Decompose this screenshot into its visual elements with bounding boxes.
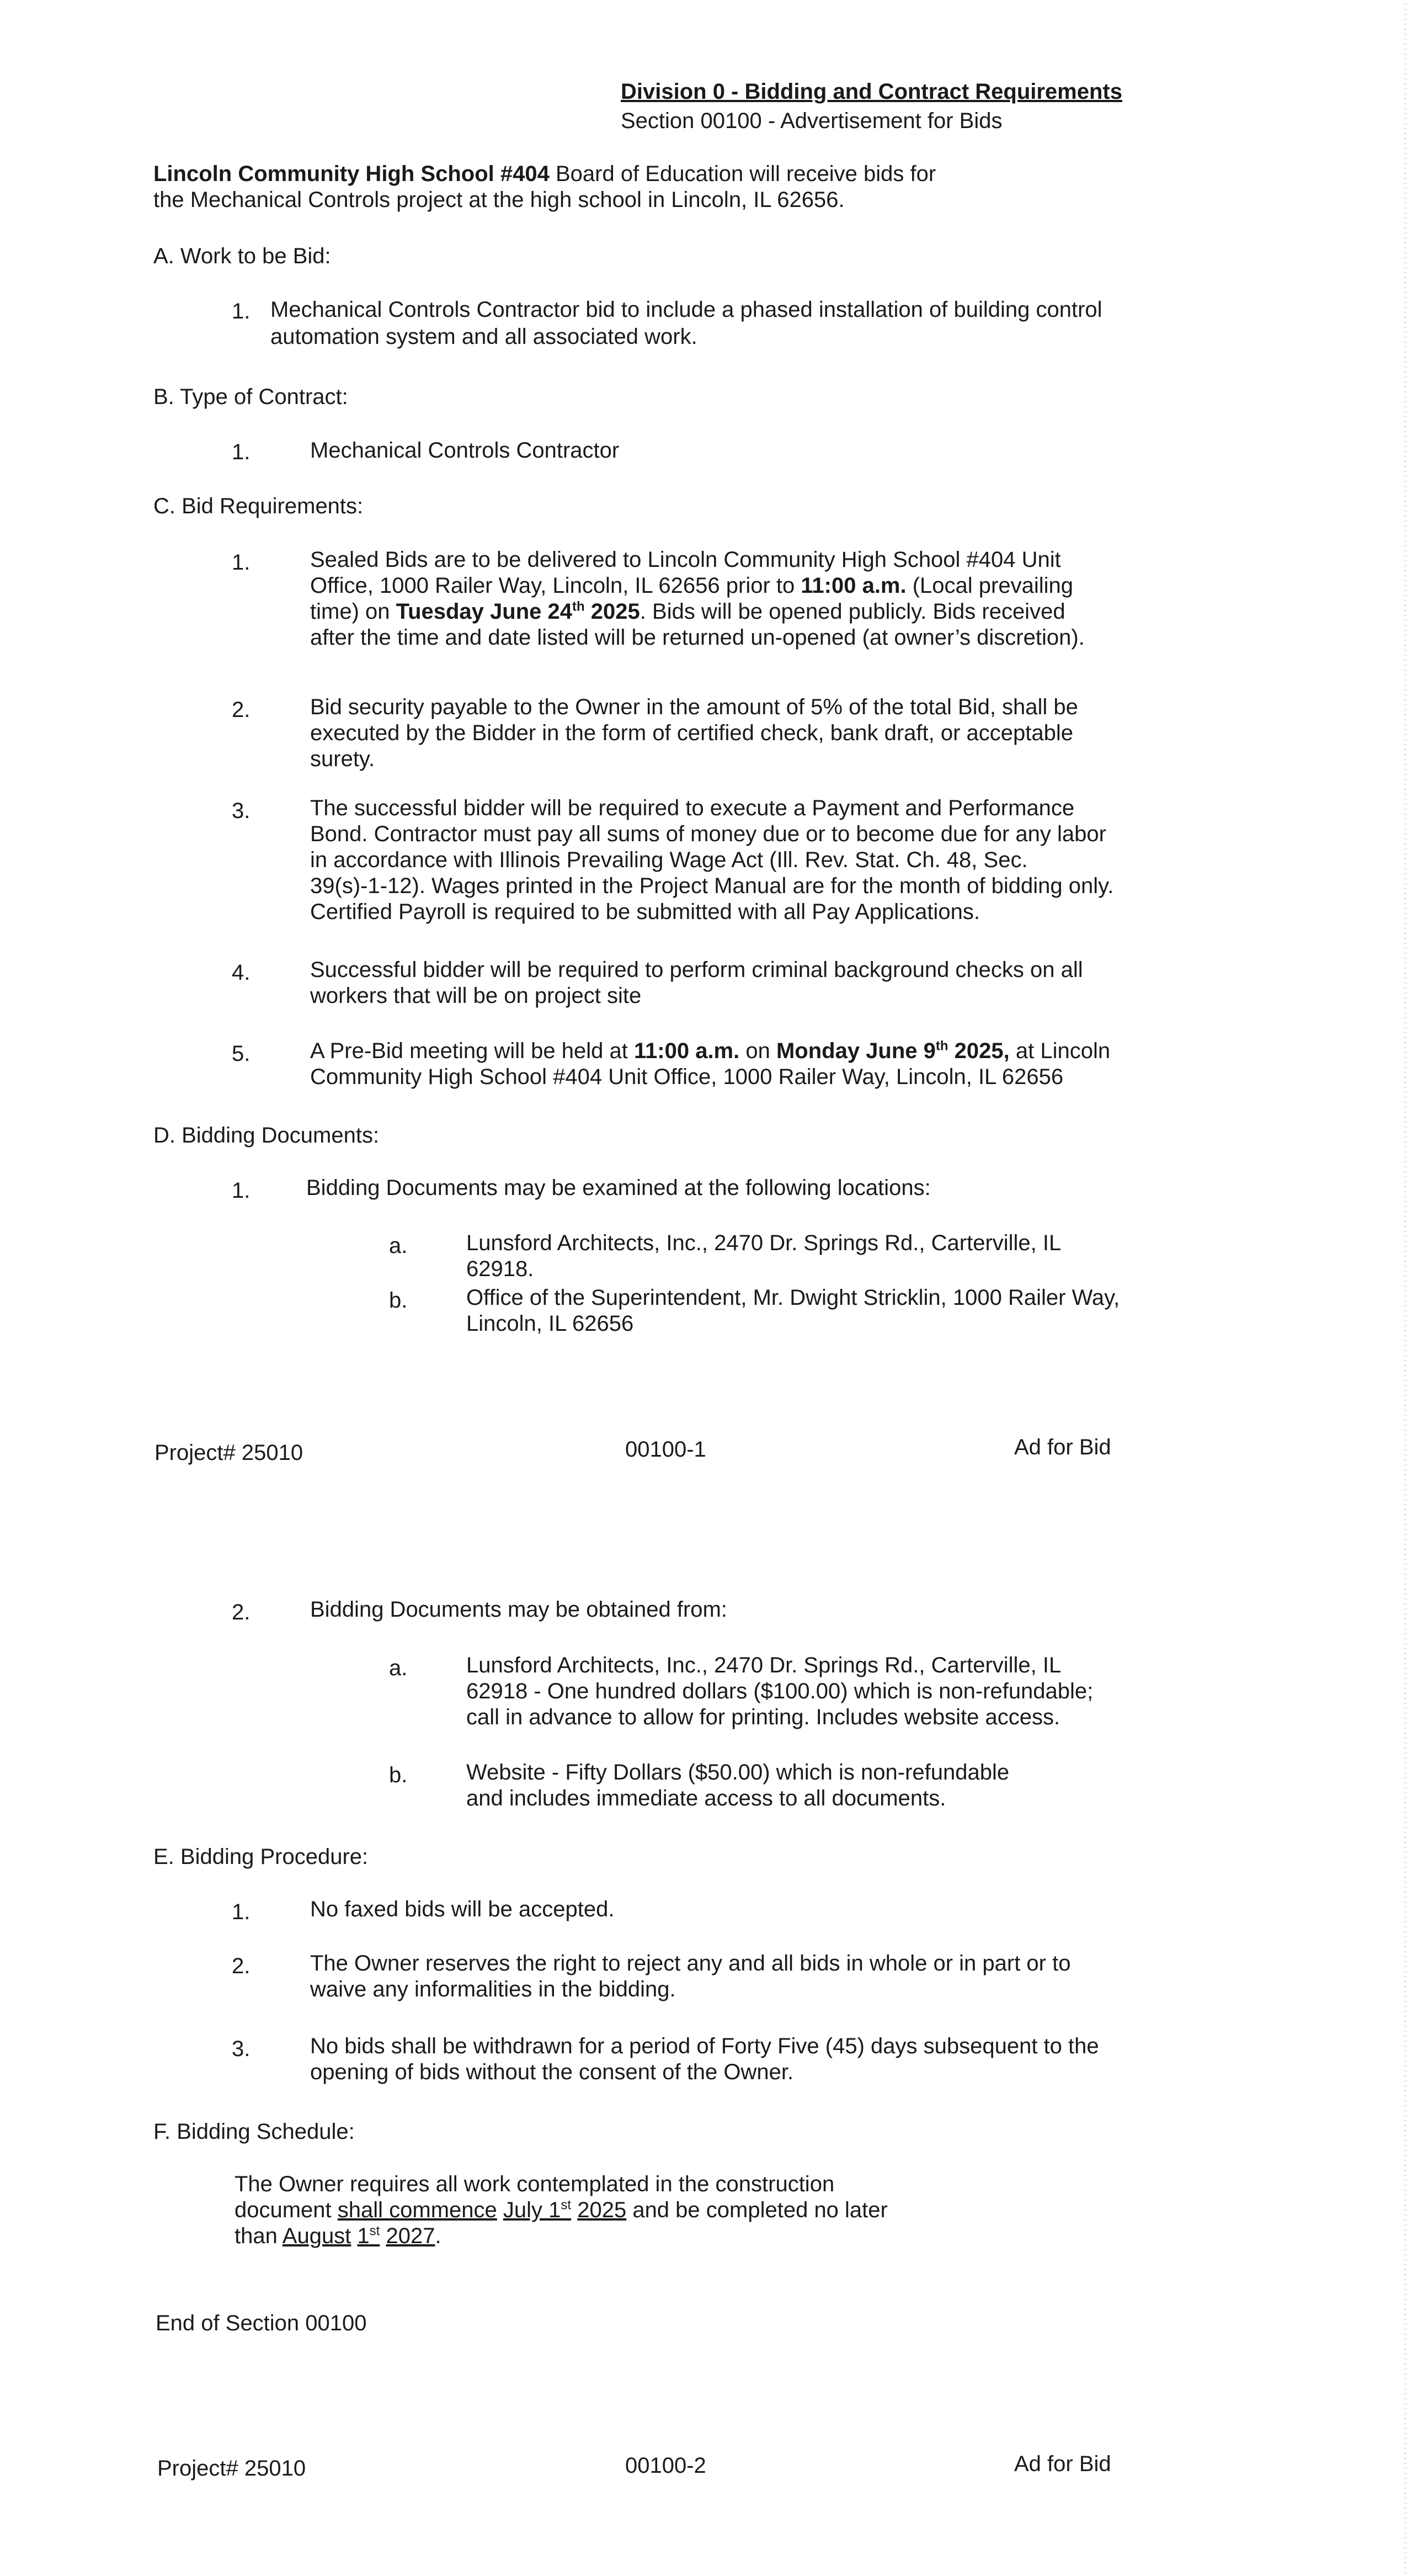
c-item-1-line: time) on Tuesday June 24th 2025. Bids will be opened publicly. Bids received: [310, 599, 1065, 624]
c-item-3-line: in accordance with Illinois Prevailing Wage Act (Ill. Rev. Stat. Ch. 48, Sec.: [310, 848, 1028, 872]
d-item-1a-line: Lunsford Architects, Inc., 2470 Dr. Springs Rd., Carterville, IL: [466, 1231, 1062, 1255]
d-item-2a-letter: a.: [389, 1656, 408, 1680]
d-item-2b-letter: b.: [389, 1763, 408, 1787]
start-year: 2025: [577, 2198, 627, 2222]
a-item-1-number: 1.: [232, 299, 251, 323]
section-b-heading: B. Type of Contract:: [153, 385, 348, 409]
d-item-2a-line: call in advance to allow for printing. Includes website access.: [466, 1705, 1060, 1729]
f-schedule-line: The Owner requires all work contemplated in the construction: [234, 2172, 835, 2196]
c-item-4-line: workers that will be on project site: [310, 984, 642, 1008]
section-c-heading: C. Bid Requirements:: [153, 494, 364, 518]
intro-line-2: the Mechanical Controls project at the high school in Lincoln, IL 62656.: [153, 188, 845, 212]
footer-page-number: 00100-2: [625, 2453, 706, 2478]
prebid-date: Monday June 9th 2025,: [776, 1038, 1010, 1063]
footer-project-number: Project# 25010: [157, 2456, 306, 2481]
c-item-5-line: A Pre-Bid meeting will be held at 11:00 a.m. on Monday June 9th 2025, at Lincoln: [310, 1038, 1111, 1063]
c-item-3-line: The successful bidder will be required to execute a Payment and Performance: [310, 796, 1075, 820]
section-a-heading: A. Work to be Bid:: [153, 244, 331, 268]
e-item-2-line: waive any informalities in the bidding.: [310, 1977, 676, 2001]
d-item-2-number: 2.: [232, 1600, 251, 1624]
bid-date: Tuesday June 24th 2025: [396, 599, 640, 624]
c-item-2-number: 2.: [232, 698, 251, 722]
d-item-2a-line: 62918 - One hundred dollars ($100.00) which is non-refundable;: [466, 1679, 1094, 1703]
bid-time: 11:00 a.m.: [801, 573, 907, 598]
c-item-2-line: executed by the Bidder in the form of certified check, bank draft, or acceptable: [310, 721, 1073, 745]
d-item-2a-line: Lunsford Architects, Inc., 2470 Dr. Springs Rd., Carterville, IL: [466, 1653, 1062, 1677]
c-item-4-line: Successful bidder will be required to perform criminal background checks on all: [310, 958, 1083, 982]
a-item-1-line: Mechanical Controls Contractor bid to include a phased installation of building control: [270, 298, 1102, 322]
division-title: Division 0 - Bidding and Contract Requirements: [621, 79, 1122, 104]
footer-doc-title: Ad for Bid: [1014, 2452, 1111, 2476]
end-day: 1st: [357, 2223, 380, 2248]
d-item-2b-line: Website - Fifty Dollars ($50.00) which is non-refundable: [466, 1760, 1010, 1784]
c-item-1-line: Office, 1000 Railer Way, Lincoln, IL 62656 prior to 11:00 a.m. (Local prevailing: [310, 573, 1073, 598]
footer-project-number: Project# 25010: [154, 1441, 303, 1465]
c-item-1-number: 1.: [232, 550, 251, 575]
intro-text: Board of Education will receive bids for: [549, 162, 936, 186]
section-f-heading: F. Bidding Schedule:: [153, 2120, 355, 2144]
c-item-5-number: 5.: [232, 1042, 251, 1066]
c-item-5-line: Community High School #404 Unit Office, 1000 Railer Way, Lincoln, IL 62656: [310, 1065, 1064, 1089]
d-item-1-text: Bidding Documents may be examined at the following locations:: [306, 1176, 931, 1200]
section-title: Section 00100 - Advertisement for Bids: [621, 109, 1003, 133]
footer-page-number: 00100-1: [625, 1437, 706, 1462]
b-item-1-number: 1.: [232, 440, 251, 464]
intro-line-1: [153, 161, 936, 188]
a-item-1-line: automation system and all associated work.: [270, 325, 697, 349]
c-item-3-line: Certified Payroll is required to be submitted with all Pay Applications.: [310, 900, 980, 924]
intro-school-name: Lincoln Community High School #404: [153, 162, 550, 186]
d-item-1a-letter: a.: [389, 1234, 408, 1258]
e-item-1-number: 1.: [232, 1900, 251, 1924]
c-item-4-number: 4.: [232, 960, 251, 985]
c-item-3-number: 3.: [232, 799, 251, 823]
e-item-1-line: No faxed bids will be accepted.: [310, 1897, 615, 1921]
c-item-3-line: 39(s)-1-12). Wages printed in the Project Manual are for the month of bidding only.: [310, 874, 1114, 898]
e-item-3-number: 3.: [232, 2037, 251, 2061]
section-e-heading: E. Bidding Procedure:: [153, 1845, 369, 1869]
c-item-2-line: surety.: [310, 747, 375, 771]
c-item-2-line: Bid security payable to the Owner in the amount of 5% of the total Bid, shall be: [310, 695, 1078, 719]
e-item-2-number: 2.: [232, 1954, 251, 1978]
d-item-1b-letter: b.: [389, 1288, 408, 1313]
d-item-1a-line: 62918.: [466, 1257, 534, 1281]
e-item-3-line: opening of bids without the consent of the Owner.: [310, 2060, 794, 2084]
e-item-3-line: No bids shall be withdrawn for a period of Forty Five (45) days subsequent to the: [310, 2034, 1099, 2058]
footer-doc-title: Ad for Bid: [1014, 1435, 1111, 1459]
e-item-2-line: The Owner reserves the right to reject any and all bids in whole or in part or to: [310, 1951, 1071, 1975]
commence-text: shall commence: [337, 2198, 497, 2222]
f-schedule-line: than August 1st 2027.: [234, 2223, 441, 2248]
d-item-1b-line: Office of the Superintendent, Mr. Dwight Stricklin, 1000 Railer Way,: [466, 1286, 1120, 1310]
d-item-2-text: Bidding Documents may be obtained from:: [310, 1597, 727, 1622]
prebid-time: 11:00 a.m.: [633, 1039, 740, 1063]
section-d-heading: D. Bidding Documents:: [153, 1123, 380, 1148]
c-item-3-line: Bond. Contractor must pay all sums of money due or to become due for any labor: [310, 822, 1106, 846]
b-item-1-text: Mechanical Controls Contractor: [310, 438, 620, 463]
c-item-1-line: after the time and date listed will be returned un-opened (at owner’s discretion).: [310, 625, 1085, 650]
d-item-1-number: 1.: [232, 1178, 251, 1203]
end-year: 2027: [386, 2224, 435, 2248]
c-item-1-line: Sealed Bids are to be delivered to Lincoln Community High School #404 Unit: [310, 548, 1061, 572]
end-month: August: [282, 2224, 351, 2248]
f-schedule-line: document shall commence July 1st 2025 and be completed no later: [234, 2197, 888, 2222]
d-item-1b-line: Lincoln, IL 62656: [466, 1311, 634, 1336]
d-item-2b-line: and includes immediate access to all documents.: [466, 1786, 946, 1810]
end-of-section: End of Section 00100: [156, 2311, 367, 2335]
scan-edge-artifact: [1404, 0, 1407, 2576]
start-date: July 1st: [503, 2197, 572, 2222]
